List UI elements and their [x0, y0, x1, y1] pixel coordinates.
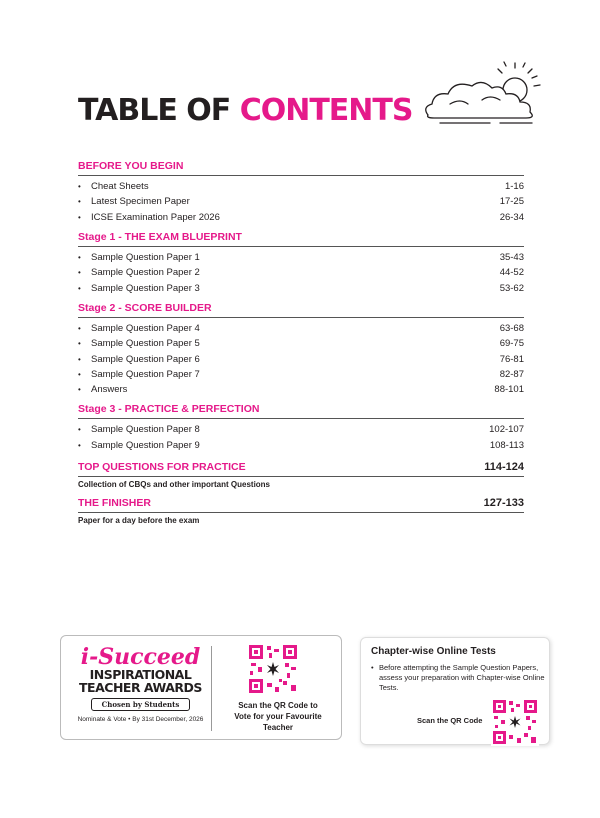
- toc-row: • Sample Question Paper 9 108-113: [78, 438, 524, 453]
- nominate-text: Nominate & Vote • By 31st December, 2026: [77, 716, 204, 723]
- online-tests-text: • Before attempting the Sample Question Papers, assess your preparation with Chapter-wise Online Tests.: [371, 663, 546, 693]
- section-subtitle: Collection of CBQs and other important Questions: [78, 479, 271, 489]
- toc-row: • Sample Question Paper 4 63-68: [78, 321, 524, 336]
- scan-label: Scan the QR Code: [417, 716, 483, 725]
- page-title: TABLE OF CONTENTS: [78, 93, 413, 128]
- table-of-contents: [78, 160, 524, 531]
- toc-section: [78, 302, 524, 397]
- section-heading: THE FINISHER 127-133: [78, 497, 524, 513]
- toc-row: • Sample Question Paper 7 82-87: [78, 367, 524, 382]
- toc-row: • Sample Question Paper 2 44-52: [78, 265, 524, 280]
- section-heading: Stage 3 - PRACTICE & PERFECTION: [78, 403, 524, 419]
- toc-section-finisher: [78, 497, 524, 525]
- qr-code-icon[interactable]: [247, 643, 299, 695]
- section-heading: BEFORE YOU BEGIN: [78, 160, 524, 176]
- section-heading: TOP QUESTIONS FOR PRACTICE 114-124: [78, 461, 524, 477]
- toc-section: [78, 403, 524, 453]
- section-subtitle: Paper for a day before the exam: [78, 515, 200, 525]
- online-tests-title: Chapter-wise Online Tests: [371, 646, 496, 657]
- toc-row: • Answers 88-101: [78, 382, 524, 397]
- awards-line1: INSPIRATIONAL: [89, 667, 192, 682]
- section-heading: Stage 1 - THE EXAM BLUEPRINT: [78, 231, 524, 247]
- toc-section: [78, 160, 524, 225]
- qr-code-icon[interactable]: [491, 698, 539, 746]
- toc-row: • Latest Specimen Paper 17-25: [78, 194, 524, 209]
- toc-section: [78, 231, 524, 296]
- section-heading: Stage 2 - SCORE BUILDER: [78, 302, 524, 318]
- toc-row: • Sample Question Paper 3 53-62: [78, 280, 524, 295]
- divider: [211, 646, 212, 731]
- awards-line2: TEACHER AWARDS: [79, 680, 202, 695]
- toc-section-top-questions: [78, 461, 524, 489]
- cloud-sun-icon: [420, 60, 545, 130]
- toc-row: • Sample Question Paper 6 76-81: [78, 351, 524, 366]
- toc-row: • ICSE Examination Paper 2026 26-34: [78, 210, 524, 225]
- chosen-badge: Chosen by Students: [91, 698, 191, 711]
- online-tests-card: [360, 637, 550, 745]
- toc-row: • Sample Question Paper 5 69-75: [78, 336, 524, 351]
- awards-logo: [73, 646, 208, 723]
- toc-row: • Cheat Sheets 1-16: [78, 179, 524, 194]
- scan-instruction: Scan the QR Code to Vote for your Favourite Teacher: [234, 701, 322, 732]
- toc-row: • Sample Question Paper 1 35-43: [78, 250, 524, 265]
- brand-logo: i-Succeed: [80, 644, 201, 670]
- teacher-awards-card: [60, 635, 342, 740]
- toc-row: • Sample Question Paper 8 102-107: [78, 422, 524, 437]
